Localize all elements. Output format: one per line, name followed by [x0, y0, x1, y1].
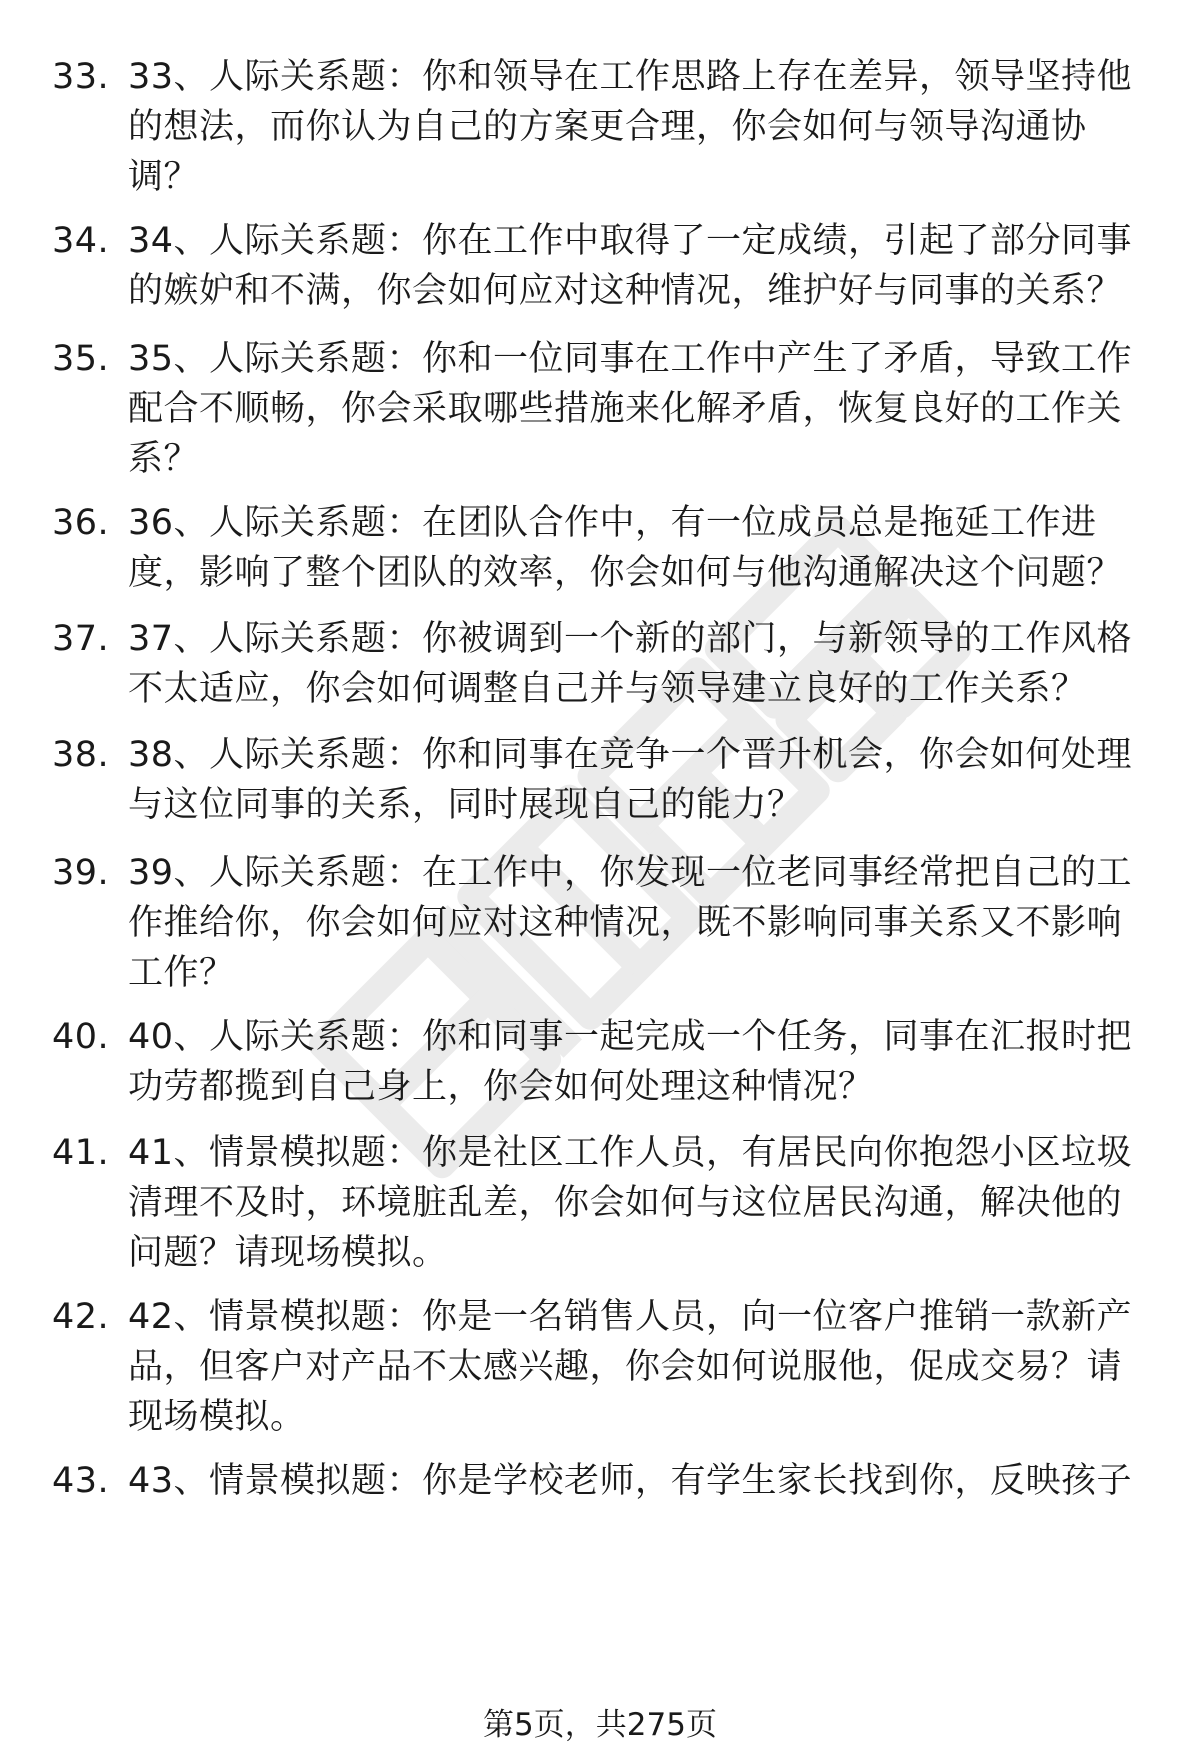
item-text: 33、人际关系题：你和领导在工作思路上存在差异，领导坚持他的想法，而你认为自己的方案更合理，你会如何与领导沟通协调？: [128, 57, 1133, 197]
item-number: 34.: [52, 221, 110, 261]
item-text: 43、情景模拟题：你是学校老师，有学生家长找到你，反映孩子: [128, 1461, 1133, 1501]
item-number: 42.: [52, 1297, 110, 1337]
item-number: 35.: [52, 339, 110, 379]
item-number: 39.: [52, 853, 110, 893]
page-footer: 第5页，共275页: [483, 1707, 717, 1743]
item-text: 34、人际关系题：你在工作中取得了一定成绩，引起了部分同事的嫉妒和不满，你会如何应对这种情况，维护好与同事的关系？: [128, 221, 1133, 311]
item-text: 39、人际关系题：在工作中，你发现一位老同事经常把自己的工作推给你，你会如何应对这种情况，既不影响同事关系又不影响工作？: [128, 853, 1133, 993]
item-text: 42、情景模拟题：你是一名销售人员，向一位客户推销一款新产品，但客户对产品不太感兴趣，你会如何说服他，促成交易？请现场模拟。: [128, 1297, 1133, 1437]
item-number: 41.: [52, 1133, 110, 1173]
item-text: 37、人际关系题：你被调到一个新的部门，与新领导的工作风格不太适应，你会如何调整自己并与领导建立良好的工作关系？: [128, 619, 1133, 709]
item-number: 37.: [52, 619, 110, 659]
item-text: 36、人际关系题：在团队合作中，有一位成员总是拖延工作进度，影响了整个团队的效率，你会如何与他沟通解决这个问题？: [128, 503, 1123, 593]
item-text: 35、人际关系题：你和一位同事在工作中产生了矛盾，导致工作配合不顺畅，你会采取哪些措施来化解矛盾，恢复良好的工作关系？: [128, 339, 1133, 479]
item-number: 40.: [52, 1017, 110, 1057]
item-number: 43.: [52, 1461, 110, 1501]
item-number: 38.: [52, 735, 110, 775]
item-text: 41、情景模拟题：你是社区工作人员，有居民向你抱怨小区垃圾清理不及时，环境脏乱差，你会如何与这位居民沟通，解决他的问题？请现场模拟。: [128, 1133, 1133, 1273]
item-number: 36.: [52, 503, 110, 543]
item-text: 38、人际关系题：你和同事在竞争一个晋升机会，你会如何处理与这位同事的关系，同时展现自己的能力？: [128, 735, 1133, 825]
item-text: 40、人际关系题：你和同事一起完成一个任务，同事在汇报时把功劳都揽到自己身上，你会如何处理这种情况？: [128, 1017, 1133, 1107]
item-number: 33.: [52, 57, 110, 97]
